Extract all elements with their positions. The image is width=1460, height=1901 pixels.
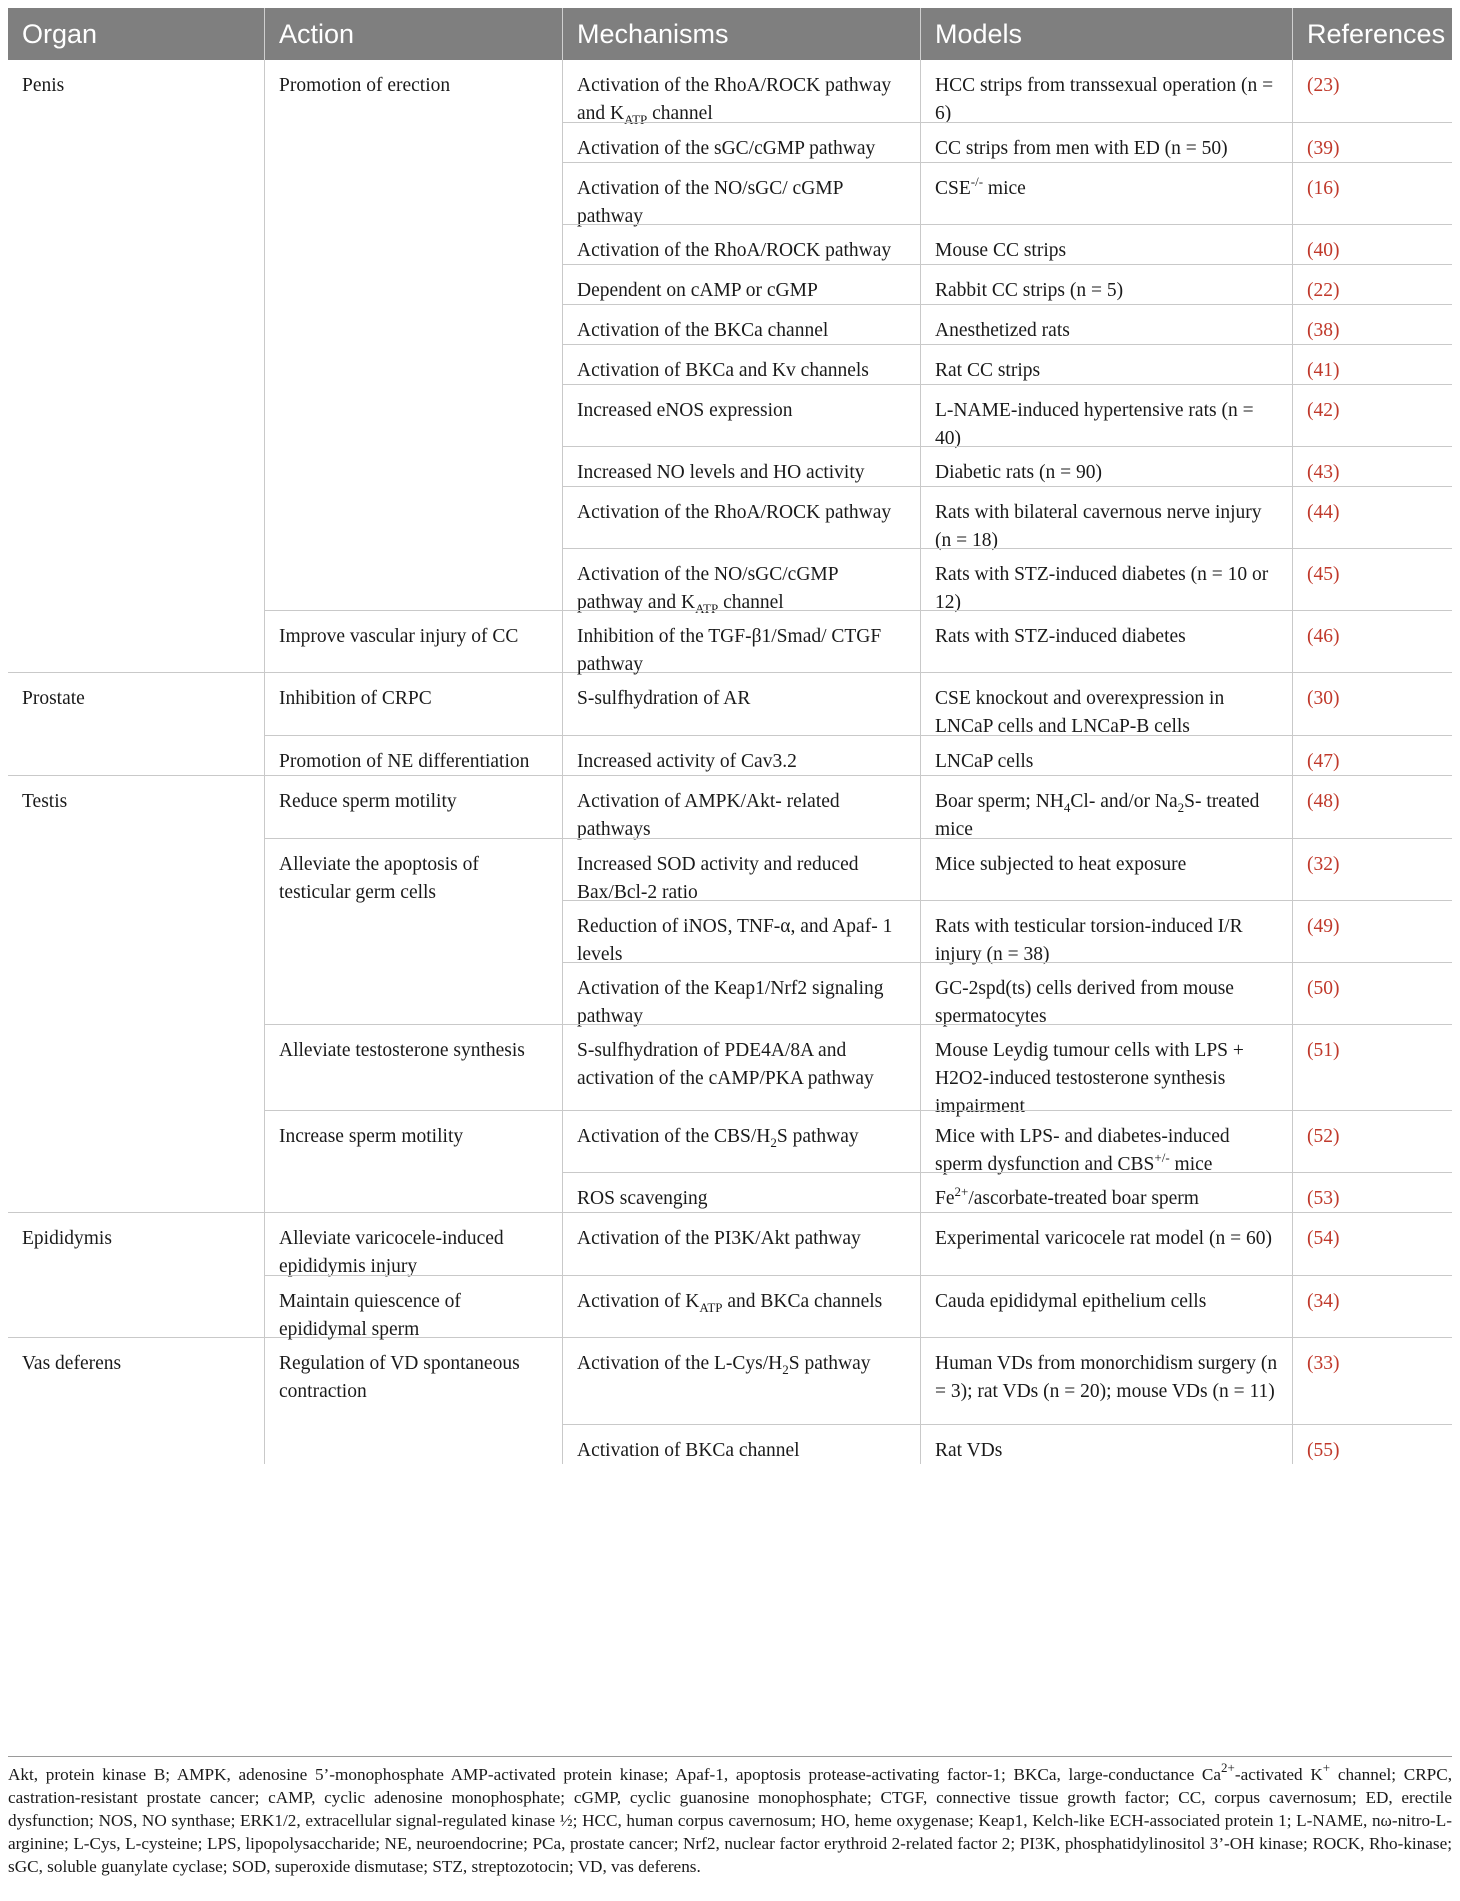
action-cell: Alleviate testosterone synthesis	[265, 1024, 563, 1110]
reference-text[interactable]: (53)	[1307, 1188, 1340, 1209]
model-cell: GC-2spd(ts) cells derived from mouse spermatocytes	[921, 962, 1293, 1024]
header-action: Action	[265, 8, 563, 60]
group-epididymis	[8, 1212, 1452, 1340]
mechanism-cell	[563, 1275, 921, 1337]
reference-link[interactable]	[1293, 60, 1452, 122]
model-cell: LNCaP cells	[921, 735, 1293, 775]
organ-cell: Penis	[8, 60, 265, 672]
reference-text[interactable]: (33)	[1307, 1353, 1340, 1374]
action-cell: Inhibition of CRPC	[265, 673, 563, 735]
reference-link[interactable]	[1293, 962, 1452, 1024]
action-cell: Promotion of erection	[265, 60, 563, 610]
mechanism-text: and BKCa channels	[722, 1291, 883, 1312]
mechanism-text: Activation of the NO/sGC/cGMP pathway and K	[577, 564, 838, 613]
mechanism-cell: Activation of the RhoA/ROCK pathway	[563, 486, 921, 548]
mechanism-cell: Reduction of iNOS, TNF-α, and Apaf- 1 levels	[563, 900, 921, 962]
reference-text[interactable]: (50)	[1307, 978, 1340, 999]
model-text: Cl- and/or Na	[1070, 791, 1178, 812]
mechanism-cell	[563, 60, 921, 127]
reference-text[interactable]: (39)	[1307, 138, 1340, 159]
reference-text[interactable]: (46)	[1307, 626, 1340, 647]
reference-link[interactable]	[1293, 610, 1452, 672]
reference-link[interactable]	[1293, 673, 1452, 735]
action-cell: Increase sperm motility	[265, 1110, 563, 1212]
reference-text[interactable]: (43)	[1307, 462, 1340, 483]
subscript: ATP	[624, 112, 648, 127]
model-text: Boar sperm; NH	[935, 791, 1064, 812]
mechanism-text: Activation of the RhoA/ROCK pathway and K	[577, 75, 892, 124]
group-testis	[8, 775, 1452, 1212]
reference-text[interactable]: (51)	[1307, 1040, 1340, 1061]
reference-text[interactable]: (22)	[1307, 280, 1340, 301]
reference-text[interactable]: (44)	[1307, 502, 1340, 523]
subscript: 2	[1177, 800, 1185, 815]
action-cell: Reduce sperm motility	[265, 776, 563, 838]
reference-link[interactable]	[1293, 224, 1452, 264]
mechanism-cell	[563, 548, 921, 616]
reference-link[interactable]	[1293, 1024, 1452, 1110]
reference-link[interactable]	[1293, 344, 1452, 384]
mechanism-cell: Increased SOD activity and reduced Bax/Bcl-2 ratio	[563, 838, 921, 900]
mechanism-text: S pathway	[788, 1353, 871, 1374]
model-cell	[921, 776, 1293, 838]
reference-link[interactable]	[1293, 486, 1452, 548]
model-text: Fe	[935, 1188, 955, 1209]
mechanism-text: channel	[718, 592, 784, 613]
model-cell: CC strips from men with ED (n = 50)	[921, 122, 1293, 162]
model-cell: Anesthetized rats	[921, 304, 1293, 344]
footnote-text: channel; CRPC, castration-resistant prostate cancer; cAMP, cyclic adenosine monophosphate; cGMP, cyclic guanosine monophosphate; CTGF, connective tissue growth factor; CC, corpus cavernosum; ED, erectile dysfunction; NOS, NO synthase; ERK1/2, extracellular signal-regulated kinase ½; HCC, human corpus cavernosum; HO, heme oxygenase; Keap1, Kelch-like ECH-associated protein 1; L-NAME, nω-nitro-L-arginine; L-Cys, L-cysteine; LPS, lipopolysaccharide; NE, neuroendocrine; PCa, prostate cancer; Nrf2, nuclear factor erythroid 2-related factor 2; PI3K, phosphatidylinositol 3’-OH kinase; ROCK, Rho-kinase; sGC, soluble guanylate cyclase; SOD, superoxide dismutase; STZ, streptozotocin; VD, vas deferens.	[8, 1765, 1452, 1876]
reference-link[interactable]	[1293, 1424, 1452, 1464]
mechanism-cell: Activation of BKCa channel	[563, 1424, 921, 1464]
model-cell: L-NAME-induced hypertensive rats (n = 40)	[921, 384, 1293, 446]
superscript: +	[1322, 1760, 1331, 1775]
model-cell: Rats with STZ-induced diabetes (n = 10 or 12)	[921, 548, 1293, 610]
reference-text[interactable]: (49)	[1307, 916, 1340, 937]
reference-link[interactable]	[1293, 1275, 1452, 1337]
subscript: 4	[1063, 800, 1071, 815]
model-cell: Rat VDs	[921, 1424, 1293, 1464]
reference-link[interactable]	[1293, 446, 1452, 486]
mechanism-cell: Inhibition of the TGF-β1/Smad/ CTGF pathway	[563, 610, 921, 672]
model-text: S- treated mice	[935, 791, 1260, 840]
footnote-text: Akt, protein kinase B; AMPK, adenosine 5’-monophosphate AMP-activated protein kinase; Apaf-1, apoptosis protease-activating factor-1; BKCa, large-conductance Ca	[8, 1765, 1222, 1784]
action-cell: Improve vascular injury of CC	[265, 610, 563, 672]
model-cell: Rabbit CC strips (n = 5)	[921, 264, 1293, 304]
reference-link[interactable]	[1293, 838, 1452, 900]
reference-link[interactable]	[1293, 1172, 1452, 1212]
superscript: -/-	[970, 174, 984, 189]
organ-cell: Testis	[8, 776, 265, 1212]
reference-text[interactable]: (41)	[1307, 360, 1340, 381]
model-cell: Experimental varicocele rat model (n = 60)	[921, 1213, 1293, 1275]
action-cell: Alleviate varicocele-induced epididymis injury	[265, 1213, 563, 1275]
reference-link[interactable]	[1293, 162, 1452, 224]
reference-text[interactable]: (16)	[1307, 178, 1340, 199]
mechanism-cell: Activation of AMPK/Akt- related pathways	[563, 776, 921, 838]
model-cell: Rats with STZ-induced diabetes	[921, 610, 1293, 672]
mechanism-cell: Activation of the sGC/cGMP pathway	[563, 122, 921, 162]
model-cell	[921, 162, 1293, 224]
model-cell: Rat CC strips	[921, 344, 1293, 384]
organ-cell: Epididymis	[8, 1213, 265, 1337]
reference-text[interactable]: (48)	[1307, 791, 1340, 812]
mechanism-text: Activation of the L-Cys/H	[577, 1353, 783, 1374]
superscript: 2+	[1221, 1760, 1235, 1775]
subscript: ATP	[699, 1300, 723, 1315]
model-cell	[921, 1172, 1293, 1212]
mechanism-cell	[563, 1110, 921, 1172]
group-prostate	[8, 672, 1452, 775]
mechanism-cell	[563, 1338, 921, 1424]
model-cell: CSE knockout and overexpression in LNCaP cells and LNCaP-B cells	[921, 673, 1293, 735]
action-cell: Promotion of NE differentiation	[265, 735, 563, 775]
mechanism-cell: S-sulfhydration of PDE4A/8A and activation of the cAMP/PKA pathway	[563, 1024, 921, 1110]
reference-text[interactable]: (34)	[1307, 1291, 1340, 1312]
reference-text[interactable]: (23)	[1307, 75, 1340, 96]
reference-text[interactable]: (55)	[1307, 1440, 1340, 1461]
mechanism-cell: Increased NO levels and HO activity	[563, 446, 921, 486]
reference-text[interactable]: (52)	[1307, 1126, 1340, 1147]
mechanism-cell: Activation of the PI3K/Akt pathway	[563, 1213, 921, 1275]
mechanism-cell: Activation of the RhoA/ROCK pathway	[563, 224, 921, 264]
reference-text[interactable]: (32)	[1307, 854, 1340, 875]
header-models: Models	[921, 8, 1293, 60]
superscript: 2+	[954, 1184, 969, 1199]
reference-link[interactable]	[1293, 304, 1452, 344]
table-header	[8, 8, 1452, 60]
footnote-text: -activated K	[1234, 1765, 1323, 1784]
subscript: 2	[782, 1362, 789, 1377]
mechanism-cell: Activation of the NO/sGC/ cGMP pathway	[563, 162, 921, 224]
mechanism-cell: Activation of BKCa and Kv channels	[563, 344, 921, 384]
mechanism-cell: S-sulfhydration of AR	[563, 673, 921, 735]
organ-cell: Vas deferens	[8, 1338, 265, 1464]
reference-link[interactable]	[1293, 122, 1452, 162]
model-cell: Rats with bilateral cavernous nerve injury (n = 18)	[921, 486, 1293, 548]
reference-link[interactable]	[1293, 776, 1452, 838]
model-cell: Rats with testicular torsion-induced I/R injury (n = 38)	[921, 900, 1293, 962]
model-cell: Mouse Leydig tumour cells with LPS + H2O2-induced testosterone synthesis impairment	[921, 1024, 1293, 1110]
reference-link[interactable]	[1293, 1338, 1452, 1424]
mechanism-text: Activation of K	[577, 1291, 700, 1312]
reference-link[interactable]	[1293, 1110, 1452, 1172]
mechanism-cell: ROS scavenging	[563, 1172, 921, 1212]
model-cell: Mice subjected to heat exposure	[921, 838, 1293, 900]
table	[8, 8, 1452, 1464]
mechanism-text: channel	[647, 103, 713, 124]
reference-text[interactable]: (30)	[1307, 688, 1340, 709]
action-cell: Regulation of VD spontaneous contraction	[265, 1338, 563, 1464]
reference-text[interactable]: (54)	[1307, 1228, 1340, 1249]
subscript: 2	[770, 1135, 777, 1150]
model-cell: Diabetic rats (n = 90)	[921, 446, 1293, 486]
reference-text[interactable]: (40)	[1307, 240, 1340, 261]
model-cell: Cauda epididymal epithelium cells	[921, 1275, 1293, 1337]
reference-link[interactable]	[1293, 264, 1452, 304]
mechanism-cell: Dependent on cAMP or cGMP	[563, 264, 921, 304]
mechanism-cell: Increased activity of Cav3.2	[563, 735, 921, 775]
model-cell: Mouse CC strips	[921, 224, 1293, 264]
table-footnote	[8, 1756, 1452, 1878]
action-cell: Alleviate the apoptosis of testicular germ cells	[265, 838, 563, 1024]
reference-text[interactable]: (38)	[1307, 320, 1340, 341]
reference-link[interactable]	[1293, 384, 1452, 446]
mechanism-text: Activation of the CBS/H	[577, 1126, 771, 1147]
reference-link[interactable]	[1293, 900, 1452, 962]
reference-text[interactable]: (47)	[1307, 751, 1340, 772]
reference-text[interactable]: (42)	[1307, 400, 1340, 421]
organ-cell: Prostate	[8, 673, 265, 775]
group-penis	[8, 60, 1452, 675]
model-text: CSE	[935, 178, 971, 199]
mechanism-text: S pathway	[776, 1126, 859, 1147]
action-cell: Maintain quiescence of epididymal sperm	[265, 1275, 563, 1337]
model-cell: HCC strips from transsexual operation (n = 6)	[921, 60, 1293, 122]
header-organ: Organ	[8, 8, 265, 60]
model-text: mice	[1169, 1154, 1213, 1175]
superscript: +/-	[1154, 1150, 1170, 1165]
subscript: ATP	[695, 601, 719, 616]
mechanism-cell: Activation of the BKCa channel	[563, 304, 921, 344]
model-cell: Human VDs from monorchidism surgery (n = 3); rat VDs (n = 20); mouse VDs (n = 11)	[921, 1338, 1293, 1424]
model-text: /ascorbate-treated boar sperm	[968, 1188, 1199, 1209]
header-mechanisms: Mechanisms	[563, 8, 921, 60]
reference-link[interactable]	[1293, 548, 1452, 610]
reference-text[interactable]: (45)	[1307, 564, 1340, 585]
reference-link[interactable]	[1293, 1213, 1452, 1275]
mechanism-cell: Increased eNOS expression	[563, 384, 921, 446]
group-vas-deferens	[8, 1337, 1452, 1464]
model-text: mice	[983, 178, 1026, 199]
model-text: Mice with LPS- and diabetes-induced sperm dysfunction and CBS	[935, 1126, 1230, 1175]
model-cell	[921, 1110, 1293, 1175]
mechanism-cell: Activation of the Keap1/Nrf2 signaling pathway	[563, 962, 921, 1024]
reference-link[interactable]	[1293, 735, 1452, 775]
header-references: References	[1307, 19, 1446, 49]
